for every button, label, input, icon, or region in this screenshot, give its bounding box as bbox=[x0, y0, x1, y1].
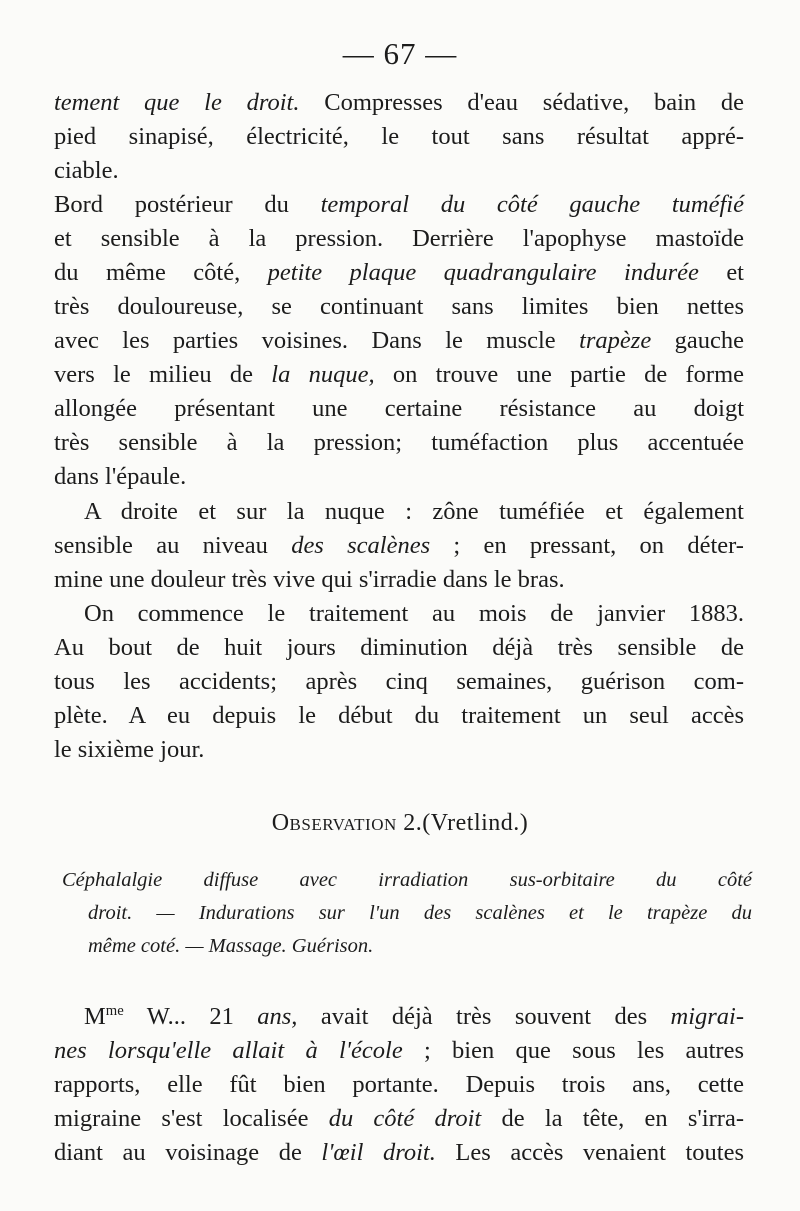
text-line bbox=[54, 222, 744, 256]
text-segment: on trouve une partie de forme bbox=[374, 361, 745, 388]
italic-text: nes lorsqu'elle allait à l'école bbox=[54, 1037, 403, 1064]
text-segment: vers le milieu de bbox=[54, 361, 272, 388]
text-segment: avait déjà très souvent des bbox=[297, 1003, 671, 1030]
text-segment: allongée présentant une certaine résistance au doigt bbox=[54, 395, 744, 422]
text-line bbox=[54, 1136, 744, 1170]
text-line bbox=[54, 358, 744, 392]
italic-text: petite plaque quadrangulaire indurée bbox=[267, 259, 699, 286]
text-line bbox=[54, 529, 744, 563]
summary-line: même coté. — Massage. Guérison. bbox=[88, 935, 374, 957]
summary-line: droit. — Indurations sur l'un des scalènes et le trapèze du bbox=[88, 902, 752, 924]
text-line bbox=[54, 256, 744, 290]
text-line bbox=[54, 120, 744, 154]
italic-text: ans, bbox=[257, 1003, 298, 1030]
text-segment: gauche bbox=[651, 327, 744, 354]
text-segment: le sixième jour. bbox=[54, 736, 205, 763]
text-segment: ; en pressant, on déter- bbox=[430, 532, 744, 559]
italic-text: l'œil droit. bbox=[321, 1139, 436, 1166]
page-number: — 67 — bbox=[342, 36, 458, 71]
text-line bbox=[54, 86, 744, 120]
italic-text: la nuque, bbox=[271, 361, 375, 388]
text-segment: ciable. bbox=[54, 157, 119, 184]
text-segment: très douloureuse, se continuant sans limites bien nettes bbox=[54, 293, 744, 320]
text-segment: pied sinapisé, électricité, le tout sans résultat appré- bbox=[54, 123, 744, 150]
summary-line: Céphalalgie diffuse avec irradiation sus-orbitaire du côté bbox=[62, 869, 752, 891]
paragraph-5 bbox=[54, 1000, 744, 1170]
text-segment: A droite et sur la nuque : zône tuméfiée et également bbox=[84, 498, 744, 525]
text-segment: Les accès venaient toutes bbox=[435, 1139, 744, 1166]
italic-text: des scalènes bbox=[291, 532, 431, 559]
text-line bbox=[54, 1000, 744, 1034]
superscript: me bbox=[105, 1002, 124, 1019]
text-segment: de la tête, en s'irra- bbox=[481, 1105, 744, 1132]
text-segment: rapports, elle fût bien portante. Depuis trois ans, cette bbox=[54, 1071, 744, 1098]
paragraph-3 bbox=[54, 495, 744, 597]
text-line bbox=[54, 324, 744, 358]
text-segment: On commence le traitement au mois de janvier 1883. bbox=[84, 600, 744, 627]
text-line bbox=[54, 563, 744, 597]
text-segment: tous les accidents; après cinq semaines, guérison com- bbox=[54, 668, 744, 695]
italic-text: migrai- bbox=[670, 1003, 744, 1030]
text-segment: M bbox=[84, 1003, 106, 1030]
text-line bbox=[54, 392, 744, 426]
paragraph-4 bbox=[54, 597, 744, 767]
text-segment: et bbox=[698, 259, 744, 286]
text-segment: Au bout de huit jours diminution déjà très sensible de bbox=[54, 634, 744, 661]
text-segment: ; bien que sous les autres bbox=[402, 1037, 744, 1064]
observation-author: (Vretlind.) bbox=[422, 810, 529, 836]
text-segment: migraine s'est localisée bbox=[54, 1105, 329, 1132]
italic-text: du côté droit bbox=[328, 1105, 482, 1132]
text-line bbox=[54, 665, 744, 699]
text-line bbox=[54, 460, 744, 494]
text-line bbox=[54, 154, 744, 188]
text-line bbox=[54, 733, 744, 767]
text-segment: Compresses d'eau sédative, bain de bbox=[299, 89, 744, 116]
text-segment: sensible au niveau bbox=[54, 532, 292, 559]
text-line bbox=[54, 1034, 744, 1068]
text-line bbox=[54, 290, 744, 324]
text-line bbox=[54, 188, 744, 222]
text-line bbox=[54, 699, 744, 733]
text-line bbox=[54, 597, 744, 631]
italic-text: temporal du côté gauche tuméfié bbox=[320, 191, 744, 218]
text-segment: du même côté, bbox=[54, 259, 268, 286]
text-segment: et sensible à la pression. Derrière l'apophyse mastoïde bbox=[54, 225, 744, 252]
text-line bbox=[54, 1102, 744, 1136]
text-segment: W... 21 bbox=[123, 1003, 258, 1030]
text-segment: Bord postérieur du bbox=[54, 191, 321, 218]
text-segment: très sensible à la pression; tuméfaction plus accentuée bbox=[54, 429, 744, 456]
text-line bbox=[54, 426, 744, 460]
paragraph-2 bbox=[54, 188, 744, 494]
text-segment: avec les parties voisines. Dans le muscle bbox=[54, 327, 580, 354]
observation-label: Observation bbox=[271, 810, 397, 836]
paragraph-1 bbox=[54, 86, 744, 188]
italic-text: tement que le droit. bbox=[54, 89, 300, 116]
text-segment: mine une douleur très vive qui s'irradie dans le bras. bbox=[54, 566, 565, 593]
text-segment: plète. A eu depuis le début du traitement un seul accès bbox=[54, 702, 744, 729]
italic-text: trapèze bbox=[579, 327, 652, 354]
text-line bbox=[54, 631, 744, 665]
text-line bbox=[54, 1068, 744, 1102]
text-line bbox=[54, 495, 744, 529]
observation-heading bbox=[0, 810, 800, 837]
text-segment: diant au voisinage de bbox=[54, 1139, 322, 1166]
observation-number: 2. bbox=[403, 810, 423, 836]
text-segment: dans l'épaule. bbox=[54, 463, 187, 490]
observation-summary bbox=[62, 864, 752, 963]
